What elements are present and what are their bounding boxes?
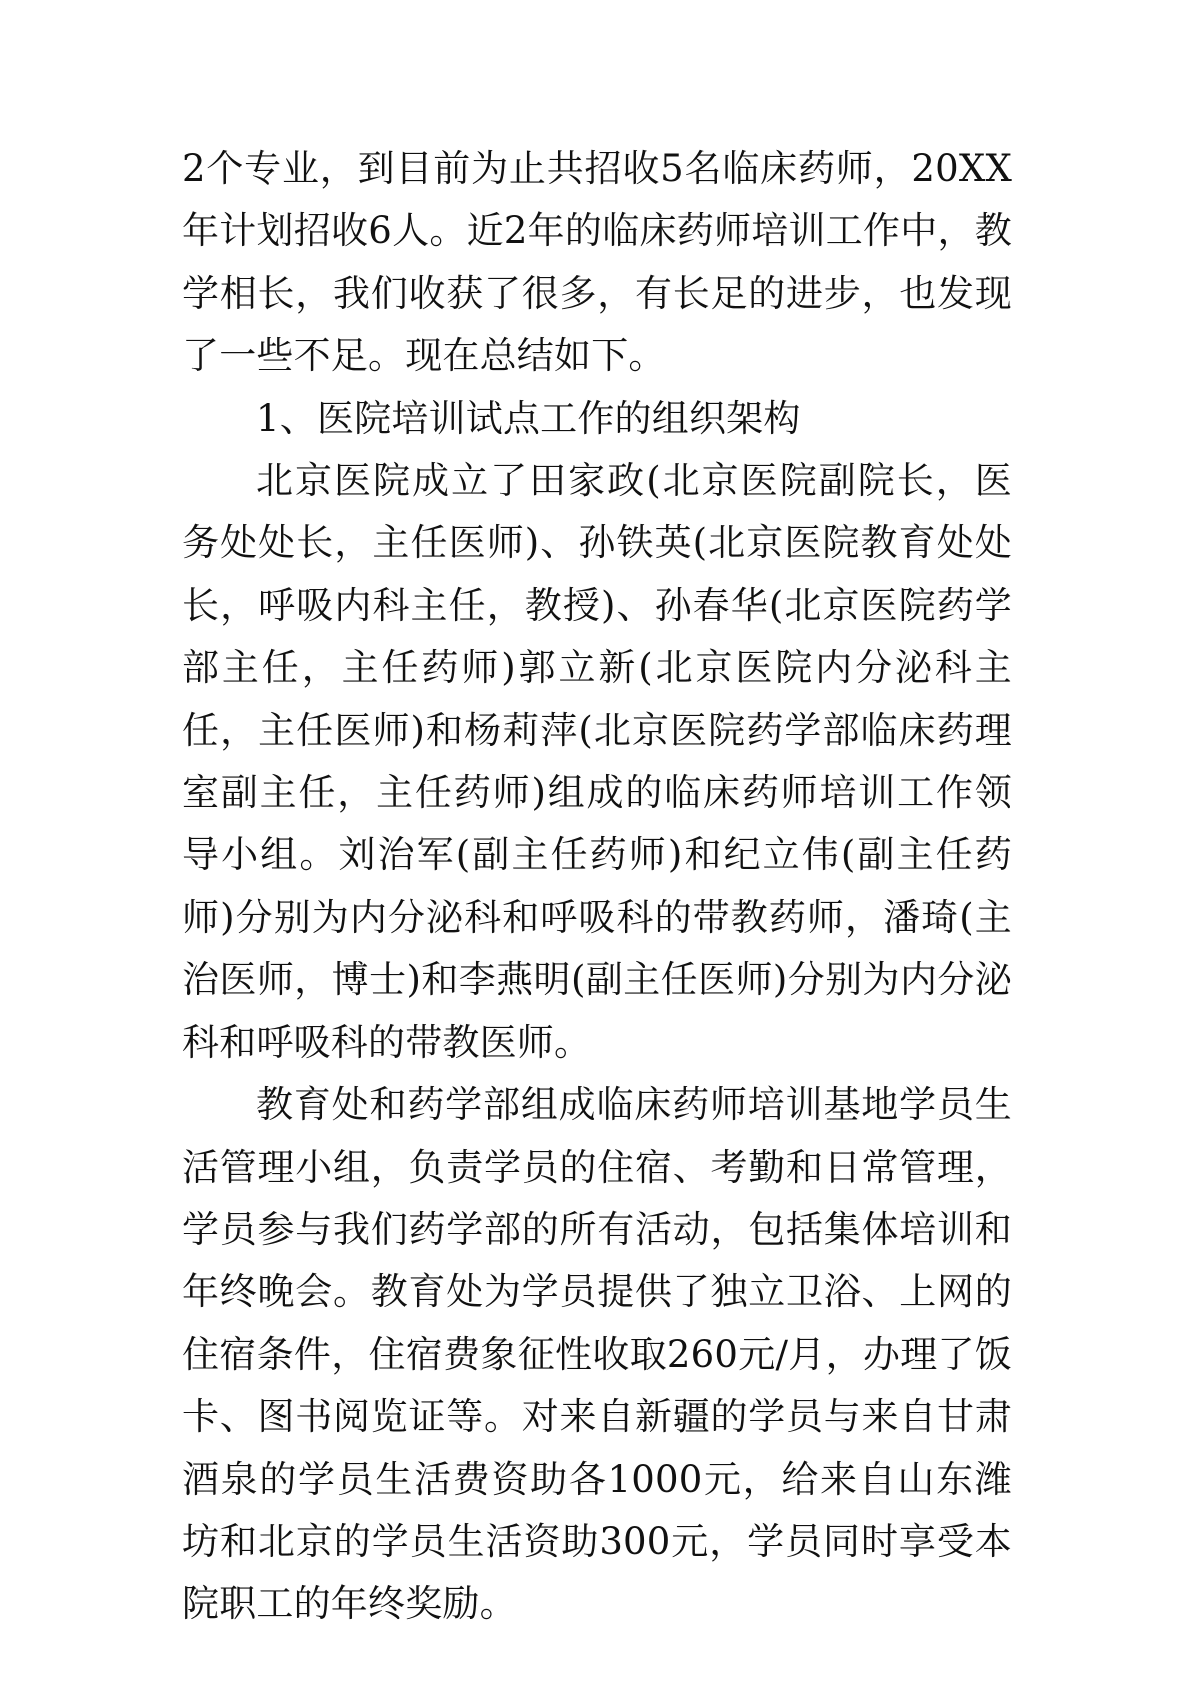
paragraph-leadership-group: 北京医院成立了田家政(北京医院副院长，医务处处长，主任医师)、孙铁英(北京医院教育处处长，呼吸内科主任，教授)、孙春华(北京医院药学部主任，主任药师)郭立新(北京医院内分泌科主任，主任医师)和杨莉萍(北京医院药学部临床药理室副主任，主任药师)组成的临床药师培训工作领导小组。刘治军(副主任药师)和纪立伟(副主任药师)分别为内分泌科和呼吸科的带教药师，潘琦(主治医师，博士)和李燕明(副主任医师)分别为内分泌科和呼吸科的带教医师。 <box>182 459 1012 1064</box>
paragraph-student-management: 教育处和药学部组成临床药师培训基地学员生活管理小组，负责学员的住宿、考勤和日常管理，学员参与我们药学部的所有活动，包括集体培训和年终晚会。教育处为学员提供了独立卫浴、上网的住宿条件，住宿费象征性收取260元/月，办理了饭卡、图书阅览证等。对来自新疆的学员与来自甘肃酒泉的学员生活费资助各1000元，给来自山东潍坊和北京的学员生活资助300元，学员同时享受本院职工的年终奖励。 <box>182 1083 1012 1626</box>
section-heading: 1、医院培训试点工作的组织架构 <box>256 396 801 440</box>
paragraph-continuation: 2个专业，到目前为止共招收5名临床药师，20XX 年计划招收6人。近2年的临床药师培训工作中，教学相长，我们收获了很多，有长足的进步，也发现了一些不足。现在总结如下。 <box>182 147 1012 378</box>
document-body <box>182 138 1012 1636</box>
